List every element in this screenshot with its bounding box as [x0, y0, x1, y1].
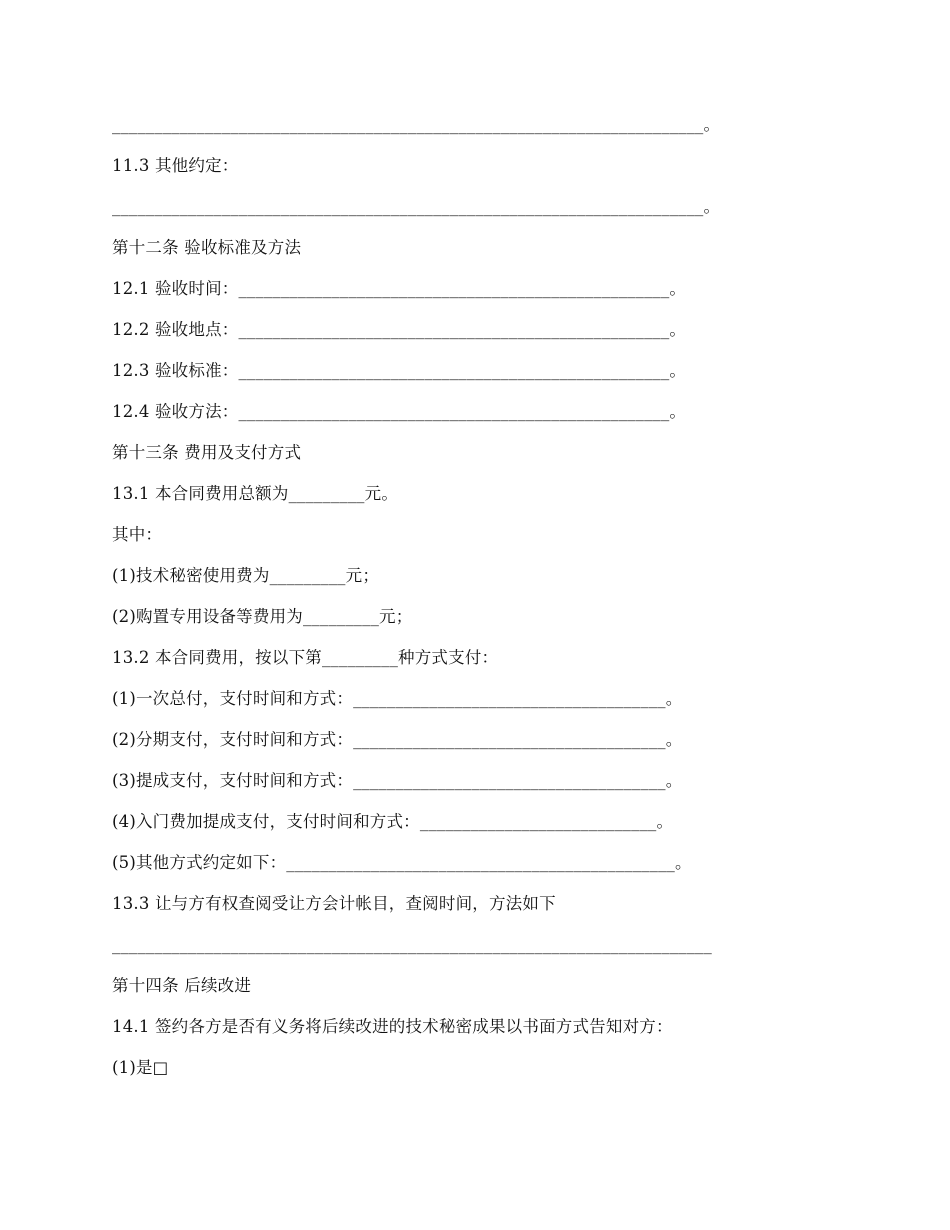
clause-13-2-item-2: (2)分期支付，支付时间和方式：_____________________________________。	[112, 730, 683, 749]
article-12-heading: 第十二条 验收标准及方法	[112, 238, 302, 257]
clause-13-1-among: 其中：	[112, 525, 163, 544]
clause-13-3: 13.3 让与方有权查阅受让方会计帐目，查阅时间，方法如下	[112, 894, 556, 913]
clause-12-2: 12.2 验收地点：___________________________________________________。	[112, 320, 687, 339]
clause-13-2: 13.2 本合同费用，按以下第_________种方式支付：	[112, 648, 499, 667]
article-13-heading: 第十三条 费用及支付方式	[112, 443, 302, 462]
clause-12-3: 12.3 验收标准：___________________________________________________。	[112, 361, 687, 380]
clause-13-2-item-3: (3)提成支付，支付时间和方式：_____________________________________。	[112, 771, 683, 790]
clause-12-1: 12.1 验收时间：___________________________________________________。	[112, 279, 687, 298]
clause-13-2-item-4: (4)入门费加提成支付，支付时间和方式：____________________________。	[112, 812, 674, 831]
clause-11-3: 11.3 其他约定：	[112, 156, 239, 175]
clause-13-1: 13.1 本合同费用总额为_________元。	[112, 484, 399, 503]
clause-14-1: 14.1 签约各方是否有义务将后续改进的技术秘密成果以书面方式告知对方：	[112, 1017, 673, 1036]
clause-12-4: 12.4 验收方法：___________________________________________________。	[112, 402, 687, 421]
clause-14-1-option-yes: (1)是□	[112, 1058, 169, 1077]
clause-13-1-item-2: (2)购置专用设备等费用为_________元；	[112, 607, 413, 626]
clause-13-1-item-1: (1)技术秘密使用费为_________元；	[112, 566, 380, 585]
clause-13-2-item-5: (5)其他方式约定如下：______________________________________________。	[112, 853, 692, 872]
blank-line-11-3: ______________________________________________________________________。	[112, 197, 721, 216]
blank-line-end-11-2: ______________________________________________________________________。	[112, 115, 721, 134]
article-14-heading: 第十四条 后续改进	[112, 976, 252, 995]
clause-13-2-item-1: (1)一次总付，支付时间和方式：_____________________________________。	[112, 689, 683, 708]
blank-line-13-3: _______________________________________________________________________	[112, 935, 712, 954]
